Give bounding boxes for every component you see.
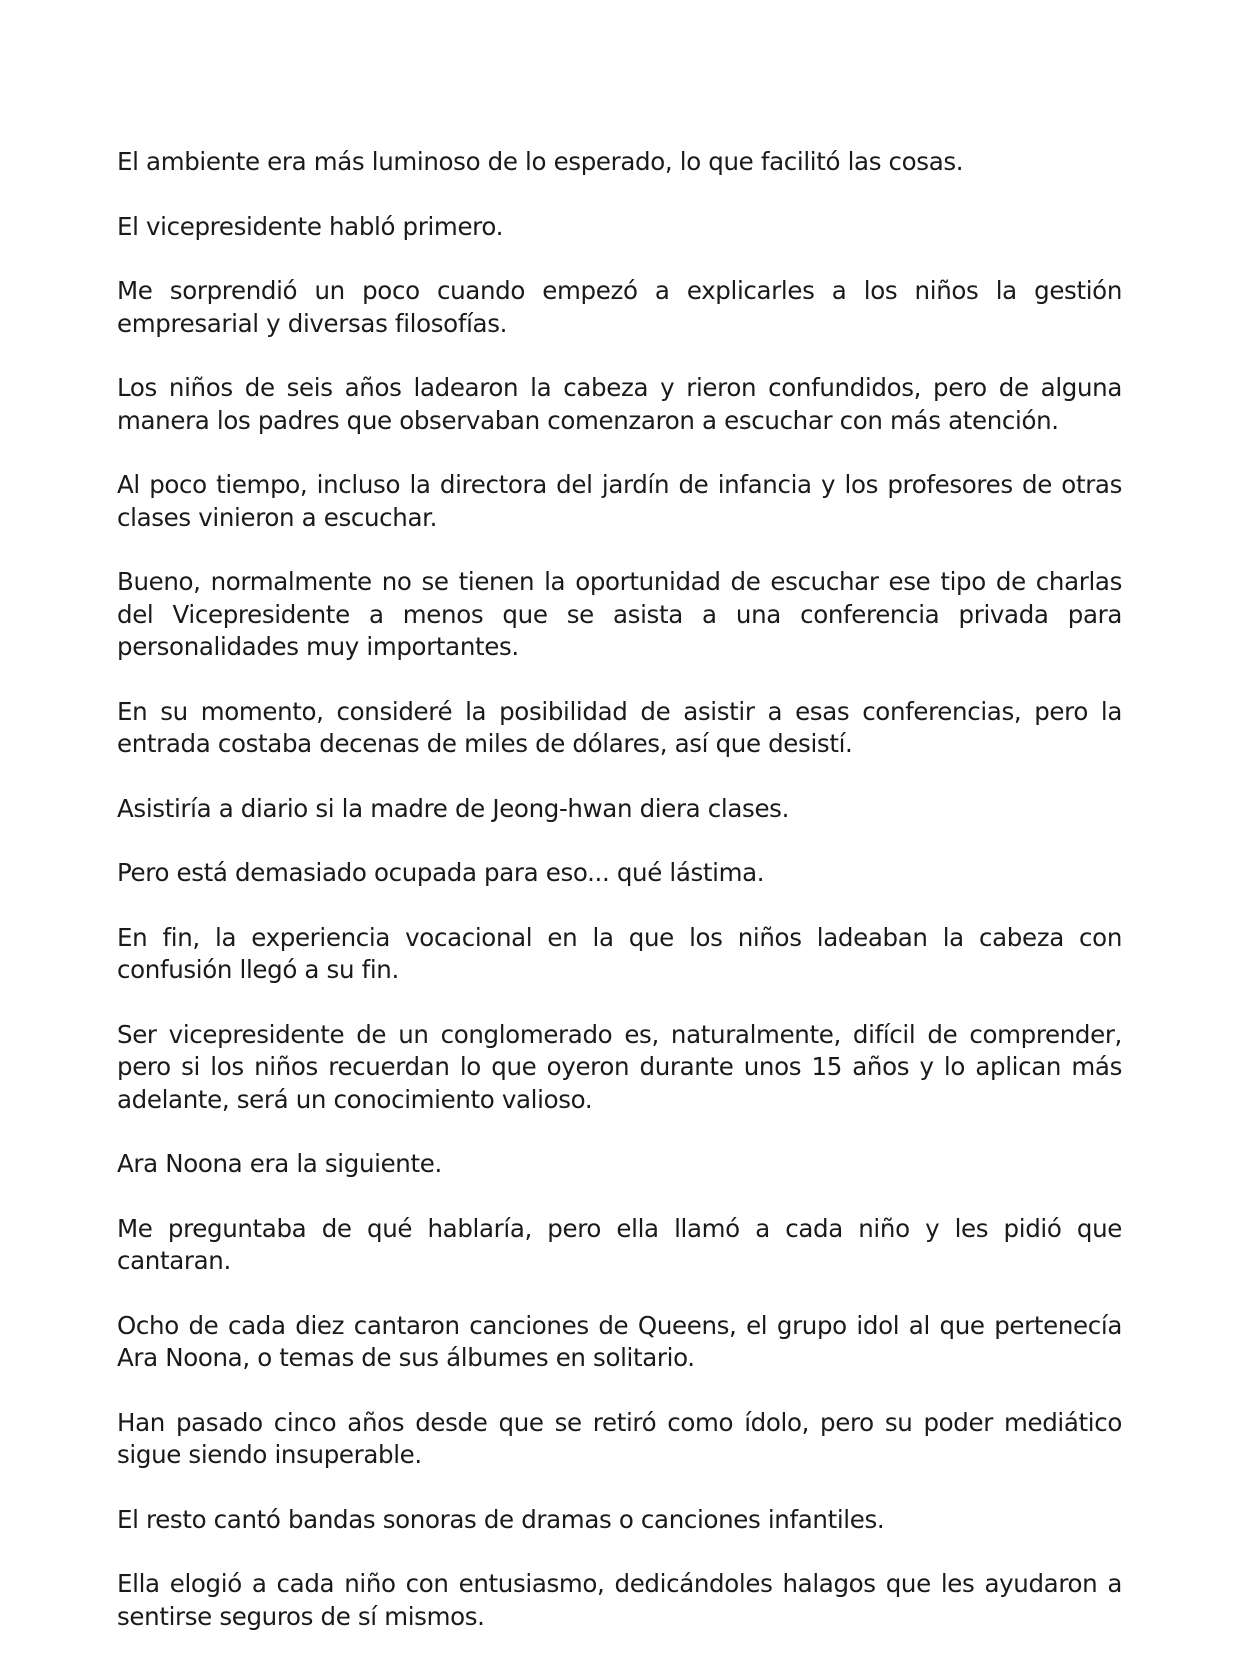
paragraph: Ser vicepresidente de un conglomerado es, naturalmente, difícil de comprender, pero si los niños recuerdan lo que oyeron durante unos 15 años y lo aplican más adelante, será un conocimiento valioso. [117,1019,1122,1114]
paragraph: Han pasado cinco años desde que se retiró como ídolo, pero su poder mediático sigue siendo insuperable. [117,1407,1122,1469]
paragraph: Me preguntaba de qué hablaría, pero ella llamó a cada niño y les pidió que cantaran. [117,1213,1122,1275]
paragraph: Ara Noona era la siguiente. [117,1149,442,1178]
paragraph: Pero está demasiado ocupada para eso... qué lástima. [117,858,765,887]
paragraph: Ocho de cada diez cantaron canciones de Queens, el grupo idol al que pertenecía Ara Noona, o temas de sus álbumes en solitario. [117,1310,1122,1372]
paragraph: Ella elogió a cada niño con entusiasmo, dedicándoles halagos que les ayudaron a sentirse seguros de sí mismos. [117,1569,1122,1631]
paragraph: El ambiente era más luminoso de lo esperado, lo que facilitó las cosas. [117,147,964,176]
paragraph: En fin, la experiencia vocacional en la que los niños ladeaban la cabeza con confusión llegó a su fin. [117,922,1122,984]
paragraph: Me sorprendió un poco cuando empezó a explicarles a los niños la gestión empresarial y diversas filosofías. [117,276,1122,338]
paragraph: El resto cantó bandas sonoras de dramas o canciones infantiles. [117,1504,885,1534]
paragraph: Asistiría a diario si la madre de Jeong-hwan diera clases. [117,793,790,823]
body-text [117,146,1122,1665]
paragraph: El vicepresidente habló primero. [117,211,504,241]
paragraph: Bueno, normalmente no se tienen la oportunidad de escuchar ese tipo de charlas del Vicepresidente a menos que se asista a una conferencia privada para personalidades muy importantes. [117,567,1122,661]
paragraph: Los niños de seis años ladearon la cabeza y rieron confundidos, pero de alguna manera los padres que observaban comenzaron a escuchar con más atención. [117,373,1122,435]
paragraph: En su momento, consideré la posibilidad de asistir a esas conferencias, pero la entrada costaba decenas de miles de dólares, así que desistí. [117,696,1122,758]
paragraph: Al poco tiempo, incluso la directora del jardín de infancia y los profesores de otras clases vinieron a escuchar. [117,470,1122,532]
